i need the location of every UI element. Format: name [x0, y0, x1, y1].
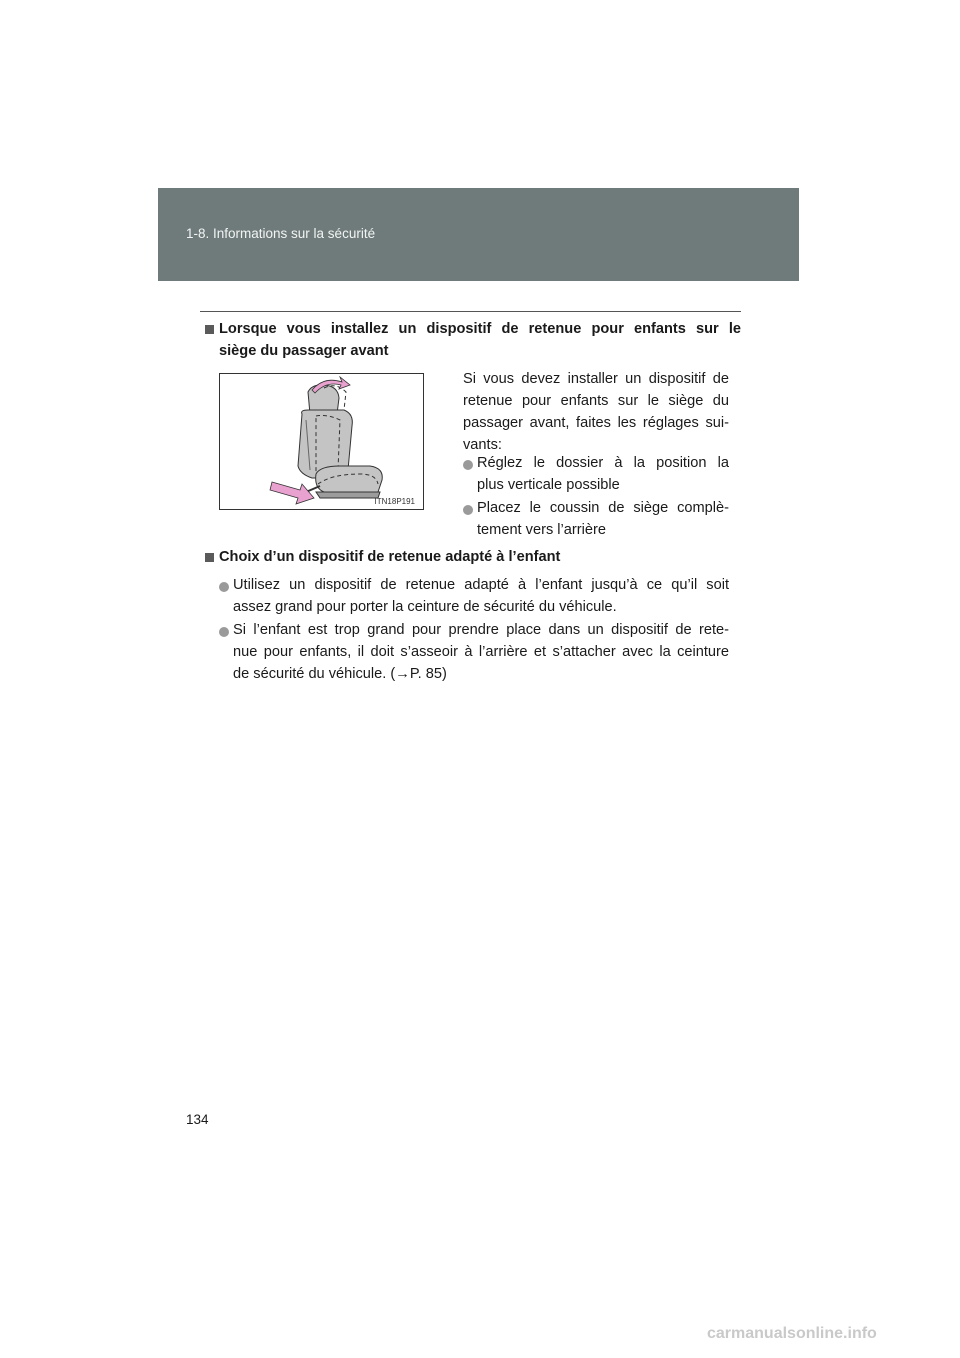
round-bullet-icon [219, 627, 229, 637]
section2-bullet-2 [233, 619, 729, 685]
figure-code: ITN18P191 [374, 497, 415, 506]
bullet-line: plus verticale possible [477, 477, 620, 493]
section-title: 1-8. Informations sur la sécurité [186, 226, 376, 241]
square-bullet-icon [205, 553, 214, 562]
section1-heading-line1: Lorsque vous installez un dispositif de retenue pour enfants sur le [219, 321, 741, 337]
intro-line: vants: [463, 437, 502, 453]
bullet-line: Placez le coussin de siège complè- [477, 500, 729, 516]
bullet-line: Utilisez un dispositif de retenue adapté à l’enfant jusqu’à ce qu’il soit [233, 577, 729, 593]
bullet-line: de sécurité du véhicule. (→P. 85) [233, 666, 447, 682]
section1-heading [219, 318, 741, 362]
bullet-line: assez grand pour porter la ceinture de sécurité du véhicule. [233, 599, 617, 615]
square-bullet-icon [205, 325, 214, 334]
bullet-line: nue pour enfants, il doit s’asseoir à l’arrière et s’attacher avec la ceinture [233, 644, 729, 660]
round-bullet-icon [463, 505, 473, 515]
watermark: carmanualsonline.info [707, 1325, 877, 1342]
intro-line: Si vous devez installer un dispositif de [463, 371, 729, 387]
bullet-line: Réglez le dossier à la position la [477, 455, 729, 471]
section1-heading-line2: siège du passager avant [219, 343, 389, 359]
seat-illustration [220, 374, 423, 509]
section2-heading: Choix d’un dispositif de retenue adapté à l’enfant [219, 549, 561, 565]
seat-figure [219, 373, 424, 510]
section1-intro [463, 368, 729, 456]
section1-bullet-1 [477, 452, 729, 496]
round-bullet-icon [219, 582, 229, 592]
round-bullet-icon [463, 460, 473, 470]
intro-line: retenue pour enfants sur le siège du [463, 393, 729, 409]
section2-bullet-1 [233, 574, 729, 618]
top-divider [200, 311, 741, 312]
page-number: 134 [186, 1112, 209, 1127]
section1-bullet-2 [477, 497, 729, 541]
bullet-line: tement vers l’arrière [477, 522, 606, 538]
intro-line: passager avant, faites les réglages sui- [463, 415, 729, 431]
bullet-line: Si l’enfant est trop grand pour prendre place dans un dispositif de rete- [233, 622, 729, 638]
